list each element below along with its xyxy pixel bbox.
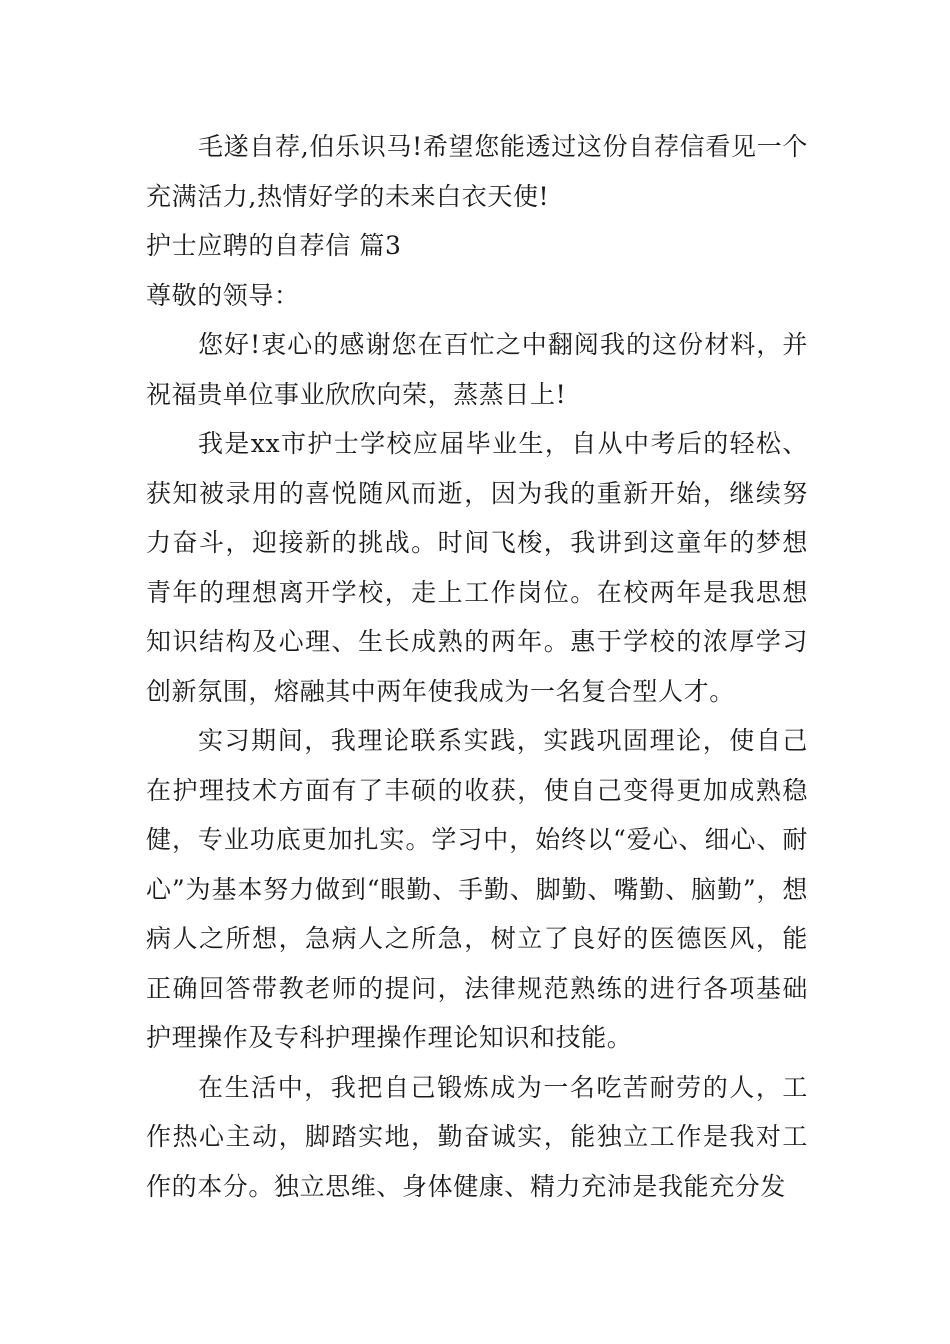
salutation: 尊敬的领导：: [146, 280, 300, 310]
paragraph-greeting: 您好!衷心的感谢您在百忙之中翻阅我的这份材料，并祝福贵单位事业欣欣向荣，蒸蒸日上!: [146, 330, 808, 409]
document-body: [146, 122, 808, 1211]
paragraph-internship: 实习期间，我理论联系实践，实践巩固理论，使自己在护理技术方面有了丰硕的收获，使自己变得更加成熟稳健，专业功底更加扎实。学习中，始终以“爱心、细心、耐心”为基本努力做到“眼勤、手勤、脚勤、嘴勤、脑勤”，想病人之所想，急病人之所急，树立了良好的医德医风，能正确回答带教老师的提问，法律规范熟练的进行各项基础护理操作及专科护理操作理论知识和技能。: [146, 726, 808, 1052]
paragraph-closing-remark: 毛遂自荐,伯乐识马!希望您能透过这份自荐信看见一个充满活力,热情好学的未来白衣天使!: [146, 132, 808, 211]
paragraph-life: 在生活中，我把自己锻炼成为一名吃苦耐劳的人，工作热心主动，脚踏实地，勤奋诚实，能独立工作是我对工作的本分。独立思维、身体健康、精力充沛是我能充分发: [146, 1072, 808, 1201]
section-heading: 护士应聘的自荐信 篇3: [146, 231, 402, 260]
paragraph-introduction: 我是xx市护士学校应届毕业生，自从中考后的轻松、获知被录用的喜悦随风而逝，因为我的重新开始，继续努力奋斗，迎接新的挑战。时间飞梭，我讲到这童年的梦想青年的理想离开学校，走上工作岗位。在校两年是我思想知识结构及心理、生长成熟的两年。惠于学校的浓厚学习创新氛围，熔融其中两年使我成为一名复合型人才。: [146, 429, 808, 706]
